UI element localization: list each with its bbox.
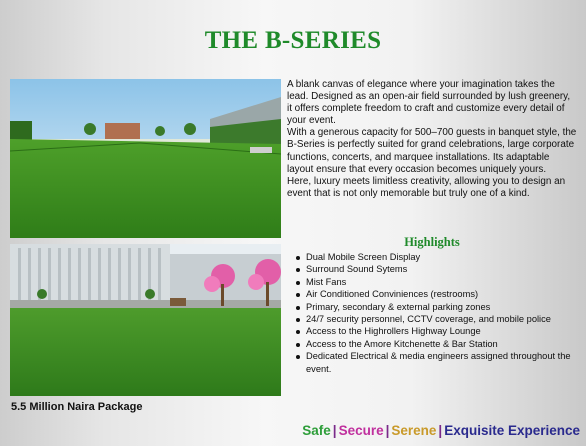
tagline-separator: | — [385, 423, 390, 438]
tagline-serene: Serene — [391, 423, 437, 438]
list-item: Mist Fans — [296, 276, 582, 288]
list-item: Dual Mobile Screen Display — [296, 251, 582, 263]
list-item: Access to the Amore Kitchenette & Bar Station — [296, 338, 582, 350]
description-paragraph: Here, luxury meets limitless creativity, allowing you to design an event that is not only memorable but truly one of a kind. — [287, 175, 566, 199]
venue-photo-field — [10, 79, 281, 238]
tagline-exquisite: Exquisite Experience — [444, 423, 580, 438]
list-item: Surround Sound Sytems — [296, 263, 582, 275]
tagline-safe: Safe — [302, 423, 331, 438]
list-item: 24/7 security personnel, CCTV coverage, and mobile police — [296, 313, 582, 325]
page-title: THE B-SERIES — [204, 27, 382, 54]
venue-description — [287, 79, 577, 200]
tagline-separator: | — [332, 423, 337, 438]
list-item: Dedicated Electrical & media engineers assigned throughout the event. — [296, 350, 582, 375]
package-price: 5.5 Million Naira Package — [11, 401, 143, 413]
tagline-secure: Secure — [338, 423, 384, 438]
venue-photo-garden — [10, 244, 281, 396]
list-item: Air Conditioned Conviniences (restrooms) — [296, 288, 582, 300]
description-paragraph: A blank canvas of elegance where your imagination takes the lead. Designed as an open-air field surrounded by lush greenery, it offers complete freedom to craft and customize every detail of your event. — [287, 79, 571, 127]
list-item: Access to the Highrollers Highway Lounge — [296, 325, 582, 337]
highlights-list — [296, 251, 582, 375]
list-item: Primary, secondary & external parking zones — [296, 301, 582, 313]
tagline — [302, 423, 580, 438]
highlights-heading: Highlights — [404, 235, 460, 249]
description-paragraph: With a generous capacity for 500–700 guests in banquet style, the B-Series is perfectly suited for grand celebrations, large corporate functions, concerts, and marquee installations. Its adaptable layout ensure that every occasion becomes uniquely yours. — [287, 127, 577, 175]
tagline-separator: | — [438, 423, 443, 438]
